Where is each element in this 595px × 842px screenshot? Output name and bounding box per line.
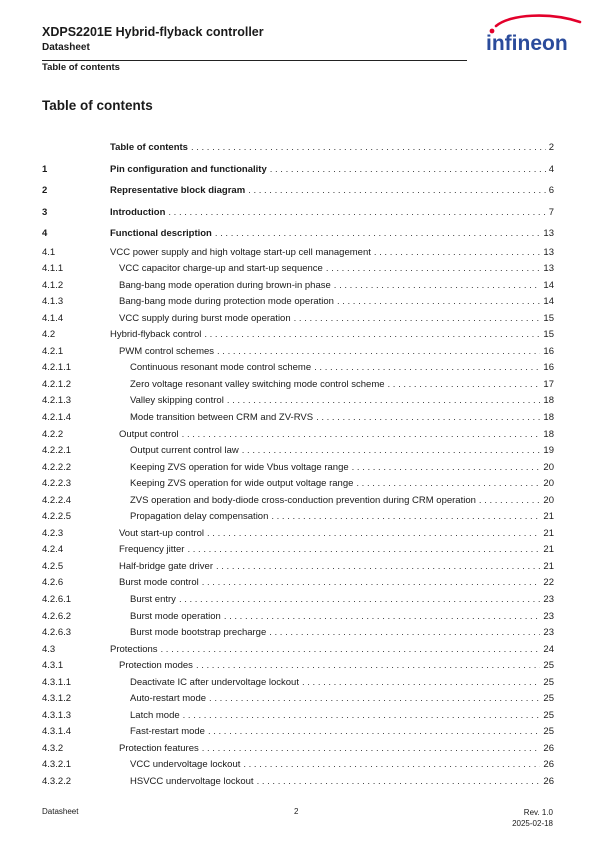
toc-leader-dots (248, 180, 546, 202)
toc-entry-number: 4.1.2 (42, 279, 64, 291)
toc-entry-title[interactable]: Half-bridge gate driver (119, 560, 213, 572)
toc-entry-page[interactable]: 13 (543, 263, 554, 275)
toc-entry-page[interactable]: 26 (543, 742, 554, 754)
toc-entry-number: 4.3.1.4 (42, 726, 72, 738)
toc-entry-title[interactable]: Valley skipping control (130, 395, 224, 407)
toc-leader-dots (271, 509, 540, 526)
footer-revision (512, 807, 553, 829)
toc-leader-dots (207, 526, 540, 543)
toc-entry-number: 4.2.2.5 (42, 511, 72, 523)
toc-entry-number: 4.2.4 (42, 544, 64, 556)
toc-entry-title[interactable]: Protection modes (119, 660, 193, 672)
toc-entry-page[interactable]: 2 (548, 142, 554, 153)
toc-leader-dots (196, 658, 540, 675)
toc-entry-page[interactable]: 21 (543, 511, 554, 523)
toc-entry-title[interactable]: Representative block diagram (110, 185, 246, 196)
toc-entry[interactable] (42, 757, 554, 774)
toc-leader-dots (224, 609, 541, 626)
footer-page-number: 2 (294, 807, 299, 816)
toc-entry[interactable] (42, 410, 554, 427)
toc-entry-number: 4.3 (42, 643, 56, 655)
toc-entry[interactable] (42, 542, 554, 559)
toc-entry[interactable] (42, 509, 554, 526)
toc-entry[interactable] (42, 476, 554, 493)
toc-leader-dots (302, 675, 540, 692)
toc-leader-dots (294, 311, 541, 328)
toc-entry-title[interactable]: Mode transition between CRM and ZV-RVS (130, 411, 314, 423)
toc-leader-dots (388, 377, 541, 394)
toc-entry-page[interactable]: 17 (543, 378, 554, 390)
toc-leader-dots (227, 393, 541, 410)
toc-entry-page[interactable]: 18 (543, 428, 554, 440)
toc-entry-title[interactable]: Fast-restart mode (130, 726, 205, 738)
toc-entry-title[interactable]: Latch mode (130, 709, 180, 721)
toc-entry-number: 1 (42, 163, 48, 175)
toc-heading: Table of contents (42, 98, 153, 113)
toc-entry-page[interactable]: 7 (548, 206, 554, 218)
toc-entry[interactable] (42, 691, 554, 708)
toc-entry-number: 4.2.1 (42, 345, 64, 357)
toc-entry-title[interactable]: Output control (119, 428, 179, 440)
toc-entry-title[interactable]: Keeping ZVS operation for wide Vbus voltage range (130, 461, 349, 473)
toc-entry-page[interactable]: 19 (543, 445, 554, 457)
toc-entry-number: 4.1.3 (42, 296, 64, 308)
toc-entry-title[interactable]: Zero voltage resonant valley switching mode control scheme (130, 378, 385, 390)
toc-entry[interactable] (42, 159, 554, 181)
toc-entry[interactable] (42, 311, 554, 328)
toc-leader-dots (334, 278, 541, 295)
toc-entry-title[interactable]: Burst mode control (119, 577, 199, 589)
toc-leader-dots (183, 708, 541, 725)
toc-entry-title[interactable]: Protection features (119, 742, 199, 754)
toc-entry-number: 4.3.2.1 (42, 759, 72, 771)
toc-entry-title[interactable]: Frequency jitter (119, 544, 185, 556)
toc-entry[interactable] (42, 180, 554, 202)
toc-entry-number: 4.2.3 (42, 527, 64, 539)
toc-entry[interactable] (42, 575, 554, 592)
toc-leader-dots (204, 327, 540, 344)
toc-entry-page[interactable]: 20 (543, 494, 554, 506)
toc-entry-page[interactable]: 21 (543, 560, 554, 572)
toc-entry-number: 4.3.1 (42, 660, 64, 672)
toc-entry-page[interactable]: 26 (543, 759, 554, 771)
toc-entry-number: 4.3.1.1 (42, 676, 72, 688)
toc-entry-number: 4.1 (42, 246, 56, 258)
toc-entry-page[interactable]: 20 (543, 461, 554, 473)
toc-leader-dots (337, 294, 540, 311)
toc-entry-title[interactable]: Functional description (110, 228, 212, 239)
toc-leader-dots (270, 159, 546, 181)
toc-entry[interactable] (42, 327, 554, 344)
toc-entry-number: 4.2.6.1 (42, 593, 72, 605)
toc-entry[interactable] (42, 294, 554, 311)
toc-entry-title[interactable]: Vout start-up control (119, 527, 205, 539)
toc-leader-dots (257, 774, 541, 791)
toc-entry[interactable] (42, 774, 554, 791)
toc-entry-page[interactable]: 16 (543, 362, 554, 374)
toc-entry-title[interactable]: Propagation delay compensation (130, 511, 269, 523)
table-of-contents (42, 137, 554, 791)
toc-entry[interactable] (42, 559, 554, 576)
toc-entry[interactable] (42, 278, 554, 295)
toc-entry-page[interactable]: 26 (543, 776, 554, 787)
toc-entry-page[interactable]: 25 (543, 693, 554, 705)
toc-entry-page[interactable]: 16 (543, 345, 554, 357)
toc-entry-number: 4.2.2.4 (42, 494, 72, 506)
toc-entry-title[interactable]: Auto-restart mode (130, 693, 207, 705)
toc-entry-page[interactable]: 13 (543, 228, 554, 239)
toc-entry-page[interactable]: 15 (543, 312, 554, 324)
toc-entry-page[interactable]: 22 (543, 577, 554, 589)
toc-entry[interactable] (42, 427, 554, 444)
toc-entry[interactable] (42, 344, 554, 361)
toc-leader-dots (182, 427, 541, 444)
toc-leader-dots (479, 493, 541, 510)
toc-entry-title[interactable]: ZVS operation and body-diode cross-conduction prevention during CRM operation (130, 494, 476, 506)
toc-leader-dots (179, 592, 540, 609)
toc-entry[interactable] (42, 675, 554, 692)
toc-entry-title[interactable]: VCC power supply and high voltage start-up cell management (110, 246, 371, 258)
toc-leader-dots (243, 757, 540, 774)
toc-leader-dots (209, 691, 540, 708)
toc-entry-page[interactable]: 25 (543, 676, 554, 688)
toc-entry[interactable] (42, 223, 554, 245)
infineon-logo (480, 12, 590, 60)
toc-entry-number: 4.1.1 (42, 263, 64, 275)
toc-entry-title[interactable]: Pin configuration and functionality (110, 163, 267, 175)
toc-entry-page[interactable]: 13 (543, 246, 554, 258)
toc-entry-title[interactable]: Burst mode bootstrap precharge (130, 627, 267, 639)
toc-entry-number: 4.2.2.3 (42, 478, 72, 490)
toc-entry-page[interactable]: 6 (548, 185, 554, 196)
toc-entry-page[interactable]: 23 (543, 627, 554, 639)
toc-entry-page[interactable]: 25 (543, 709, 554, 721)
toc-entry-number: 4.3.1.2 (42, 693, 72, 705)
toc-entry[interactable] (42, 493, 554, 510)
toc-leader-dots (216, 559, 540, 576)
toc-entry-title[interactable]: Burst entry (130, 593, 176, 605)
toc-entry-number: 4.2.2 (42, 428, 64, 440)
toc-entry-page[interactable]: 21 (543, 527, 554, 539)
toc-entry[interactable] (42, 609, 554, 626)
toc-entry-page[interactable]: 4 (548, 163, 554, 175)
toc-leader-dots (168, 202, 545, 224)
toc-entry[interactable] (42, 460, 554, 477)
toc-entry-number: 4.2.1.2 (42, 378, 72, 390)
toc-entry-title[interactable]: Introduction (110, 206, 166, 218)
toc-entry-number: 4.3.1.3 (42, 709, 72, 721)
toc-entry-title[interactable]: Continuous resonant mode control scheme (130, 362, 312, 374)
toc-entry[interactable] (42, 526, 554, 543)
toc-entry[interactable] (42, 592, 554, 609)
toc-entry-page[interactable]: 18 (543, 411, 554, 423)
toc-entry-number: 4.1.4 (42, 312, 64, 324)
toc-entry-number: 4.2.5 (42, 560, 64, 572)
toc-entry[interactable] (42, 261, 554, 278)
toc-entry-title[interactable]: Protections (110, 643, 158, 655)
toc-leader-dots (326, 261, 541, 278)
toc-entry[interactable] (42, 360, 554, 377)
toc-entry-page[interactable]: 24 (543, 643, 554, 655)
toc-entry-page[interactable]: 25 (543, 726, 554, 738)
toc-leader-dots (352, 460, 541, 477)
toc-entry-title[interactable]: VCC capacitor charge-up and start-up sequence (119, 263, 323, 275)
toc-leader-dots (374, 245, 541, 262)
toc-entry-page[interactable]: 20 (543, 478, 554, 490)
toc-entry-title[interactable]: PWM control schemes (119, 345, 215, 357)
document-type: Datasheet (42, 42, 90, 53)
toc-entry[interactable] (42, 741, 554, 758)
toc-entry-number: 2 (42, 185, 48, 196)
toc-entry-number: 4.2.1.3 (42, 395, 72, 407)
toc-entry[interactable] (42, 377, 554, 394)
toc-entry-title[interactable]: VCC supply during burst mode operation (119, 312, 291, 324)
toc-entry-number: 4.2 (42, 329, 56, 341)
toc-entry-page[interactable]: 18 (543, 395, 554, 407)
toc-entry-title[interactable]: Output current control law (130, 445, 239, 457)
toc-entry-page[interactable]: 23 (543, 610, 554, 622)
toc-entry-title[interactable]: Bang-bang mode operation during brown-in phase (119, 279, 331, 291)
svg-text:infineon: infineon (486, 32, 568, 55)
toc-leader-dots (269, 625, 540, 642)
toc-entry-number: 4.2.1.1 (42, 362, 72, 374)
document-title: XDPS2201E Hybrid-flyback controller (42, 25, 264, 39)
toc-entry[interactable] (42, 393, 554, 410)
toc-entry[interactable] (42, 642, 554, 659)
toc-entry-number: 4.3.2.2 (42, 776, 72, 787)
toc-entry[interactable] (42, 658, 554, 675)
toc-entry-number: 3 (42, 206, 48, 218)
toc-entry-number: 4.2.1.4 (42, 411, 72, 423)
toc-leader-dots (316, 410, 540, 427)
toc-entry-number: 4.2.6.3 (42, 627, 72, 639)
toc-entry[interactable] (42, 724, 554, 741)
toc-entry-number: 4.2.2.2 (42, 461, 72, 473)
revision-label: Rev. 1.0 (523, 808, 553, 817)
toc-entry-page[interactable]: 23 (543, 593, 554, 605)
toc-leader-dots (217, 344, 540, 361)
toc-entry[interactable] (42, 625, 554, 642)
revision-date: 2025-02-18 (512, 819, 553, 828)
toc-entry[interactable] (42, 202, 554, 224)
toc-leader-dots (215, 223, 541, 245)
toc-entry-title[interactable]: Deactivate IC after undervoltage lockout (130, 676, 299, 688)
toc-entry-number: 4.3.2 (42, 742, 64, 754)
toc-entry[interactable] (42, 443, 554, 460)
toc-leader-dots (161, 642, 541, 659)
toc-entry-number: 4.2.6 (42, 577, 64, 589)
running-section-title: Table of contents (42, 62, 120, 73)
toc-entry-number: 4 (42, 228, 48, 239)
toc-entry-title[interactable]: Keeping ZVS operation for wide output voltage range (130, 478, 354, 490)
toc-entry-page[interactable]: 21 (543, 544, 554, 556)
toc-entry-title[interactable]: VCC undervoltage lockout (130, 759, 241, 771)
toc-leader-dots (202, 741, 541, 758)
toc-leader-dots (208, 724, 540, 741)
toc-entry-title[interactable]: Table of contents (110, 142, 188, 153)
toc-entry-title[interactable]: Hybrid-flyback control (110, 329, 202, 341)
toc-entry[interactable] (42, 708, 554, 725)
toc-entry-title[interactable]: Burst mode operation (130, 610, 221, 622)
toc-entry-page[interactable]: 25 (543, 660, 554, 672)
toc-entry-number: 4.2.2.1 (42, 445, 72, 457)
header-divider (42, 60, 467, 61)
toc-entry-page[interactable]: 14 (543, 279, 554, 291)
toc-entry-number: 4.2.6.2 (42, 610, 72, 622)
toc-leader-dots (242, 443, 541, 460)
footer-doc-type: Datasheet (42, 807, 79, 816)
toc-entry[interactable] (42, 245, 554, 262)
toc-entry-page[interactable]: 14 (543, 296, 554, 308)
toc-entry-page[interactable]: 15 (543, 329, 554, 341)
toc-leader-dots (187, 542, 540, 559)
toc-entry-title[interactable]: Bang-bang mode during protection mode operation (119, 296, 334, 308)
toc-leader-dots (202, 575, 541, 592)
toc-entry[interactable] (42, 137, 554, 159)
toc-entry-title[interactable]: HSVCC undervoltage lockout (130, 776, 254, 787)
toc-leader-dots (314, 360, 540, 377)
toc-leader-dots (191, 137, 546, 159)
toc-leader-dots (356, 476, 540, 493)
